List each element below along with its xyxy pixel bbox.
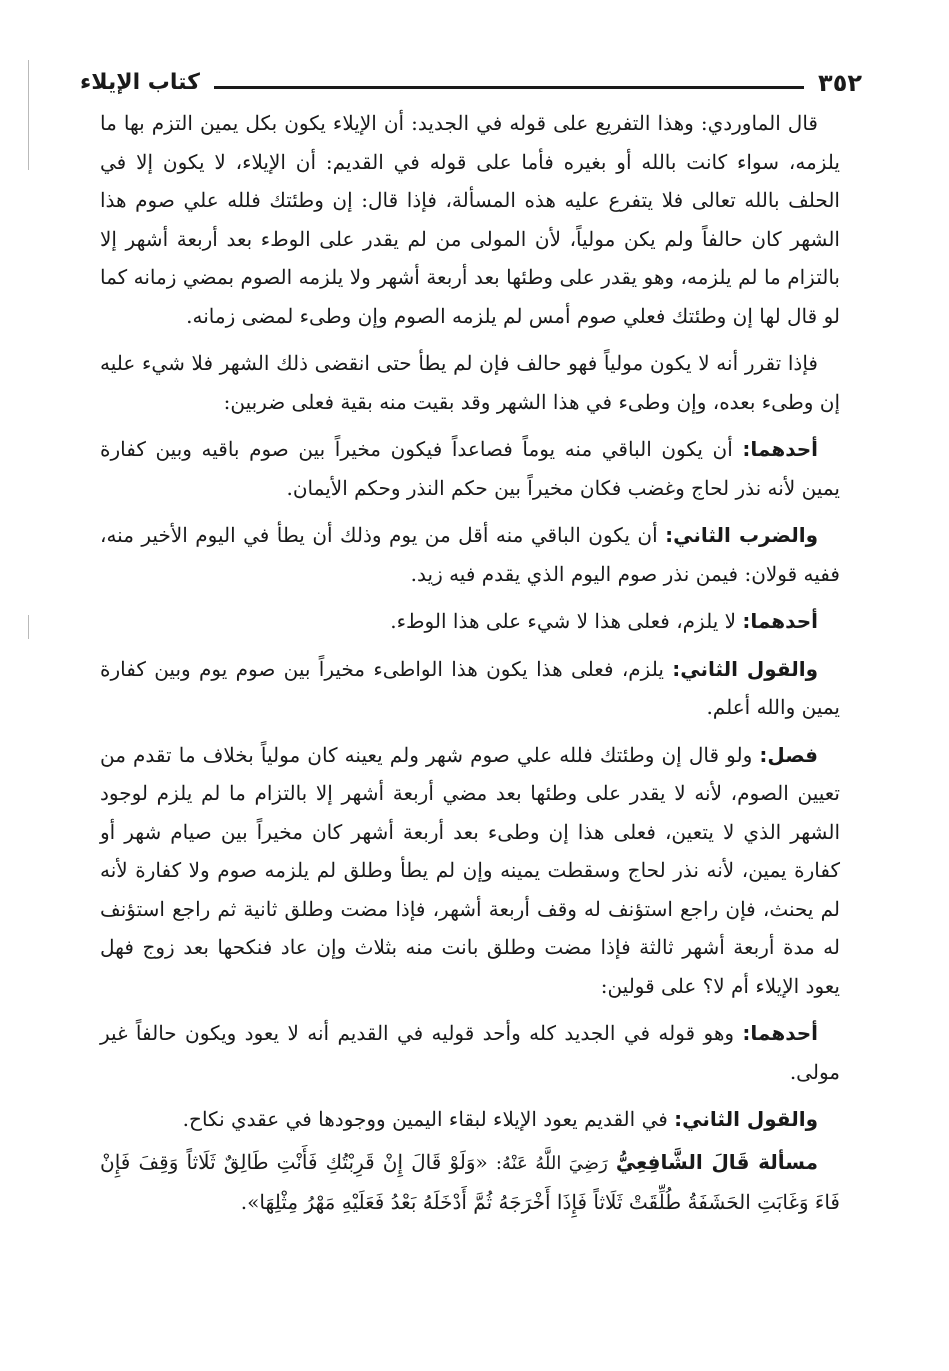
margin-scan-line-top <box>28 60 29 170</box>
paragraph-1 <box>100 104 840 335</box>
paragraph-6 <box>100 650 840 727</box>
page-header <box>80 66 862 100</box>
paragraph-7 <box>100 736 840 1006</box>
paragraph-lead: والضرب الثاني: <box>665 523 819 547</box>
paragraph-lead: أحدهما: <box>742 437 819 461</box>
masala-paragraph <box>100 1143 840 1222</box>
paragraph-text: وهو قوله في الجديد كله وأحد قوليه في القديم أنه لا يعود ويكون حالفاً غير مولى. <box>100 1021 840 1084</box>
paragraph-3 <box>100 430 840 507</box>
header-rule <box>214 86 804 89</box>
page-body <box>100 104 840 1226</box>
paragraph-text: في القديم يعود الإيلاء لبقاء اليمين ووجودها في عقدي نكاح. <box>182 1107 668 1131</box>
paragraph-lead: أحدهما: <box>742 609 818 633</box>
paragraph-8 <box>100 1014 840 1091</box>
margin-scan-line-middle <box>28 615 29 639</box>
paragraph-text: أن يكون الباقي منه أقل من يوم وذلك أن يطأ في اليوم الأخير منه، ففيه قولان: فيمن نذر صوم اليوم الذي يقدم فيه زيد. <box>100 523 840 586</box>
paragraph-text: لا يلزم، فعلى هذا لا شيء على هذا الوطء. <box>390 609 737 633</box>
paragraph-4 <box>100 516 840 593</box>
paragraph-lead: أحدهما: <box>742 1021 819 1045</box>
paragraph-text: فإذا تقرر أنه لا يكون مولياً فهو حالف فإن لم يطأ حتى انقضى ذلك الشهر فلا شيء عليه إن وطىء بعده، وإن وطىء في هذا الشهر وقد بقيت منه بقية فعلى ضربين: <box>100 351 840 414</box>
masala-lead: مسألة قَالَ الشَّافِعِيُّ <box>615 1149 819 1174</box>
paragraph-9 <box>100 1100 840 1139</box>
masala-quote: «وَلَوْ قَالَ إِنْ قَرِبْتُكِ فَأَنْتِ طَالِقٌ ثَلَاثاً وَقِفَ فَإِنْ فَاءَ وَغَابَتِ الحَشَفَةُ طُلِّقَتْ ثَلَاثاً فَإِذَا أَخْرَجَهُ ثُمَّ أَدْخَلَهُ بَعْدُ فَعَلَيْهِ مَهْرُ مِثْلِهَا». <box>100 1149 840 1214</box>
masala-honorific: رَضِيَ اللَّهُ عَنْهُ: <box>495 1152 608 1174</box>
paragraph-5 <box>100 602 840 641</box>
paragraph-text: ولو قال إن وطئتك فلله علي صوم شهر ولم يعينه كان مولياً بخلاف ما تقدم من تعيين الصوم، لأنه لا يقدر على وطئها بعد مضي أربعة أشهر إلا بالتزام ما لم يلزم لوجود الشهر الذي لا يتعين، فعلى هذا إن وطىء بعد أربعة أشهر كان مخيراً بين صيام شهر أو كفارة يمين، لأنه نذر لحاج وسقطت يمينه وإن لم يطأ وطلق لم يلزمه صوم ولا كفارة لأنه لم يحنث، فإن راجع استؤنف له وقف أربعة أشهر، فإذا مضت وطلق ثانية ثم راجع استؤنف له مدة أربعة أشهر ثالثة فإذا مضت وطلق بانت منه بثلاث وإن عاد فنكحها بعد زوج فهل يعود الإيلاء أم لا؟ على قولين: <box>100 742 840 998</box>
paragraph-lead: والقول الثاني: <box>674 1107 818 1131</box>
paragraph-2 <box>100 344 840 421</box>
page-number: ٣٥٢ <box>818 69 862 97</box>
paragraph-lead: فصل: <box>759 742 819 767</box>
running-title: كتاب الإيلاء <box>80 70 200 95</box>
paragraph-text: أن يكون الباقي منه يوماً فصاعداً فيكون مخيراً بين صوم باقيه وبين كفارة يمين لأنه نذر لحاج وغضب فكان مخيراً بين حكم النذر وحكم الأيمان. <box>100 437 840 500</box>
paragraph-text: قال الماوردي: وهذا التفريع على قوله في الجديد: أن الإيلاء يكون بكل يمين التزم بها ما يلزمه، سواء كانت بالله أو بغيره فأما على قوله في القديم: أن الإيلاء، لا يكون إلا في الحلف بالله تعالى فلا يتفرع عليه هذه المسألة، فإذا قال: إن وطئتك فلله علي صوم هذا الشهر كان حالفاً ولم يكن مولياً، لأن المولى من لم يقدر على الوطء بعد أربعة أشهر إلا بالتزام ما لم يلزمه، وهو يقدر على وطئها بعد أربعة أشهر ولا يلزمه الصوم بمضي زمانه كما لو قال لها إن وطئتك فعلي صوم أمس لم يلزمه الصوم وإن وطىء لمضى زمانه. <box>100 111 840 328</box>
paragraph-lead: والقول الثاني: <box>672 656 819 681</box>
paragraph-text: يلزم، فعلى هذا يكون هذا الواطىء مخيراً بين صوم يوم وبين كفارة يمين والله أعلم. <box>100 656 840 719</box>
